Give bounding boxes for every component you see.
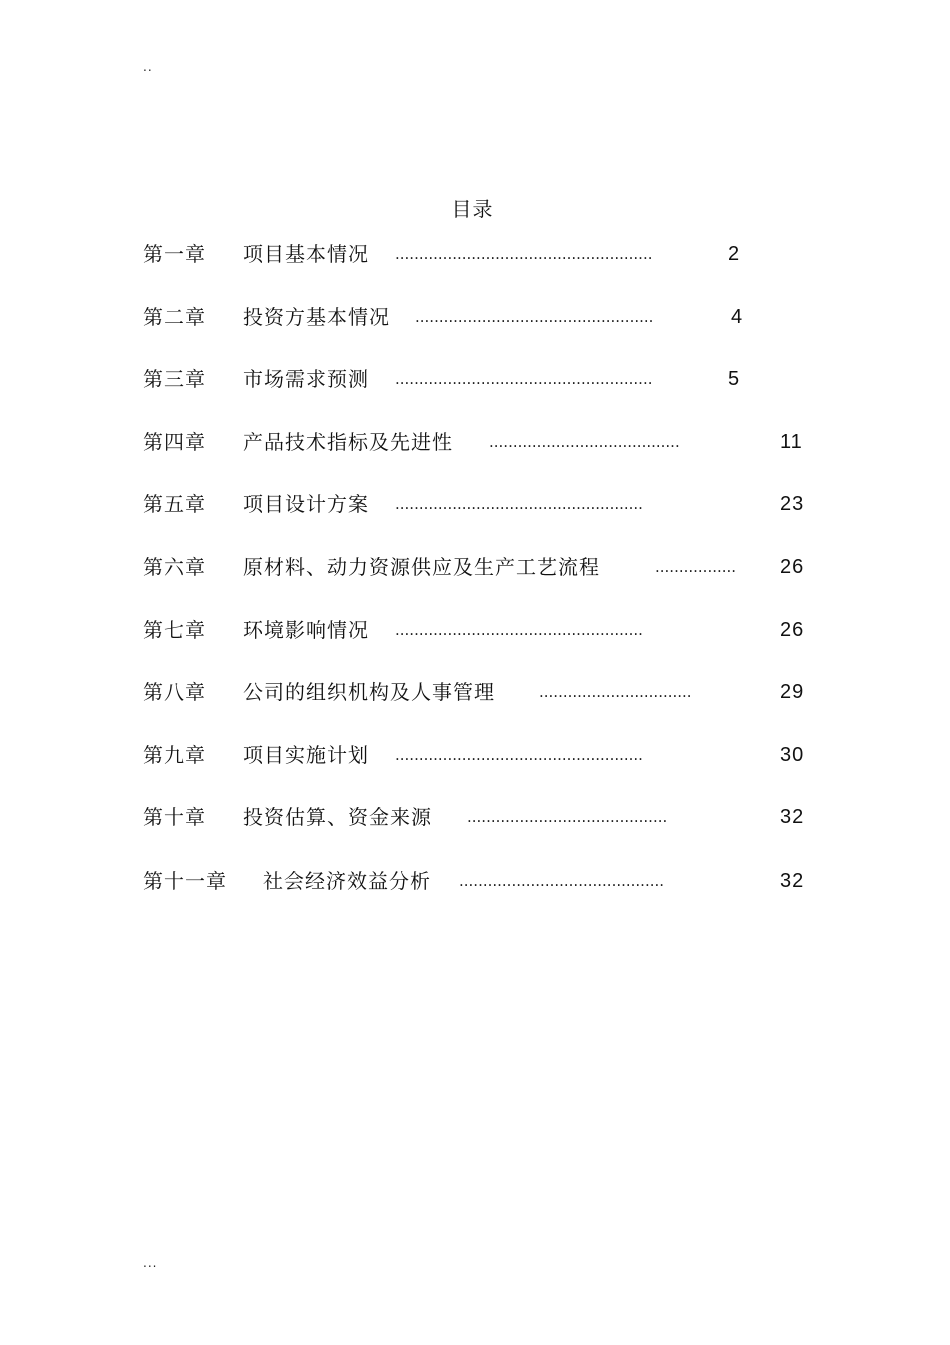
toc-chapter-title: 社会经济效益分析 [263, 869, 431, 893]
footer-mark: ... [143, 1256, 158, 1270]
toc-page-number: 26 [780, 619, 805, 641]
toc-entry[interactable] [0, 428, 950, 456]
toc-leader-dots: .......................................... [467, 808, 668, 826]
toc-page-number: 2 [728, 243, 741, 265]
toc-leader-dots: .................................................... [395, 621, 643, 639]
toc-chapter-title: 项目实施计划 [243, 743, 369, 767]
toc-leader-dots: .................................................... [395, 495, 643, 513]
toc-entry[interactable] [0, 365, 950, 393]
toc-leader-dots: ................. [655, 558, 737, 576]
toc-entry[interactable] [0, 741, 950, 769]
toc-chapter-title: 原材料、动力资源供应及生产工艺流程 [243, 555, 600, 579]
toc-leader-dots: ........................................... [459, 872, 665, 890]
toc-entry[interactable] [0, 616, 950, 644]
toc-page-number: 4 [731, 306, 744, 328]
toc-chapter-number: 第二章 [143, 305, 206, 329]
toc-chapter-title: 环境影响情况 [243, 618, 369, 642]
toc-leader-dots: ...................................................... [395, 245, 653, 263]
toc-chapter-number: 第三章 [143, 367, 206, 391]
toc-chapter-number: 第五章 [143, 492, 206, 516]
toc-chapter-title: 投资估算、资金来源 [243, 805, 432, 829]
toc-chapter-number: 第七章 [143, 618, 206, 642]
header-mark: .. [143, 60, 153, 74]
toc-entry[interactable] [0, 490, 950, 518]
toc-leader-dots: ........................................ [489, 433, 680, 451]
toc-entry[interactable] [0, 803, 950, 831]
toc-leader-dots: .................................................... [395, 746, 643, 764]
toc-chapter-title: 项目基本情况 [243, 242, 369, 266]
toc-page-number: 5 [728, 368, 741, 390]
toc-chapter-number: 第四章 [143, 430, 206, 454]
toc-chapter-number: 第十章 [143, 805, 206, 829]
toc-entry[interactable] [0, 240, 950, 268]
toc-page-number: 23 [780, 493, 805, 515]
toc-page-number: 29 [780, 681, 805, 703]
toc-chapter-number: 第八章 [143, 680, 206, 704]
toc-title: 目录 [451, 197, 494, 221]
toc-page-number: 32 [780, 806, 805, 828]
toc-chapter-title: 产品技术指标及先进性 [243, 430, 453, 454]
toc-entry[interactable] [0, 303, 950, 331]
toc-entry[interactable] [0, 678, 950, 706]
toc-chapter-number: 第一章 [143, 242, 206, 266]
toc-page-number: 26 [780, 556, 805, 578]
toc-page-number: 32 [780, 870, 805, 892]
toc-chapter-title: 公司的组织机构及人事管理 [243, 680, 495, 704]
toc-leader-dots: ................................ [539, 683, 692, 701]
toc-chapter-title: 项目设计方案 [243, 492, 369, 516]
toc-chapter-title: 投资方基本情况 [243, 305, 390, 329]
toc-chapter-title: 市场需求预测 [243, 367, 369, 391]
toc-entry[interactable] [0, 867, 950, 895]
toc-leader-dots: ...................................................... [395, 370, 653, 388]
toc-chapter-number: 第九章 [143, 743, 206, 767]
toc-page-number: 30 [780, 744, 805, 766]
toc-chapter-number: 第六章 [143, 555, 206, 579]
toc-page-number: 11 [780, 431, 803, 453]
toc-entry[interactable] [0, 553, 950, 581]
toc-chapter-number: 第十一章 [143, 869, 227, 893]
toc-leader-dots: .................................................. [415, 308, 654, 326]
